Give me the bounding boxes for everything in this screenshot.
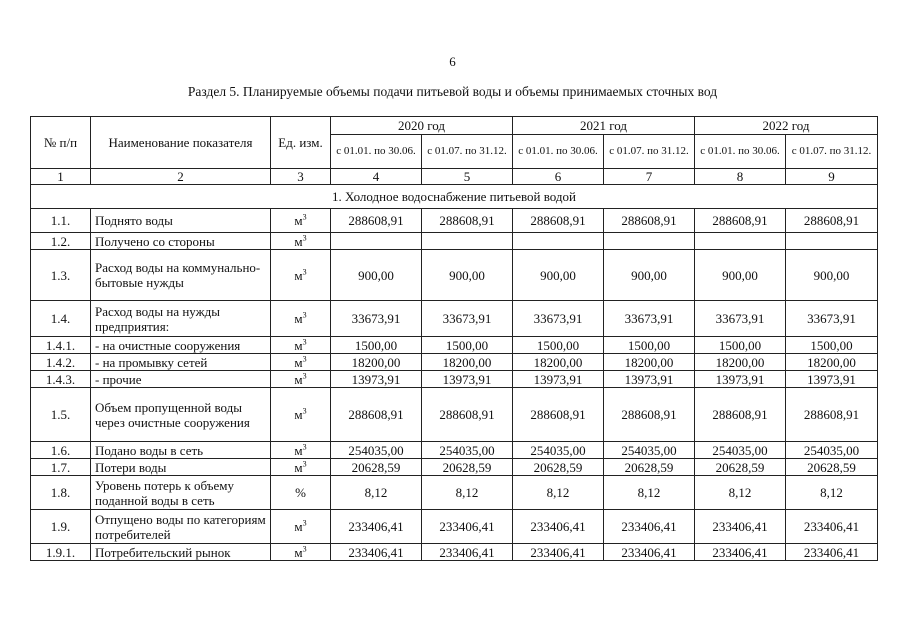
row-value: 254035,00 <box>513 442 604 459</box>
row-unit: $м^3$ <box>271 442 331 459</box>
row-value: 233406,41 <box>695 510 786 544</box>
row-value: 13973,91 <box>513 371 604 388</box>
row-unit: $м^3$ <box>271 250 331 301</box>
table-row <box>31 371 878 388</box>
row-value: 18200,00 <box>422 354 513 371</box>
row-value: 1500,00 <box>513 337 604 354</box>
row-name: Потери воды <box>91 459 271 476</box>
row-value: 254035,00 <box>331 442 422 459</box>
column-number: 4 <box>331 169 422 185</box>
row-value: 288608,91 <box>513 209 604 233</box>
row-num: 1.9.1. <box>31 544 91 561</box>
row-value: 20628,59 <box>786 459 878 476</box>
row-value: 900,00 <box>513 250 604 301</box>
row-num: 1.4.1. <box>31 337 91 354</box>
row-value: 233406,41 <box>786 544 878 561</box>
header-period: с 01.07. по 31.12. <box>604 135 695 169</box>
column-number: 9 <box>786 169 878 185</box>
row-name: Объем пропущенной воды через очистные сооружения <box>91 388 271 442</box>
row-value: 1500,00 <box>786 337 878 354</box>
row-value: 288608,91 <box>331 388 422 442</box>
row-value: 233406,41 <box>513 510 604 544</box>
row-value: 8,12 <box>695 476 786 510</box>
row-value: 233406,41 <box>331 544 422 561</box>
row-value: 20628,59 <box>513 459 604 476</box>
row-value: 233406,41 <box>422 544 513 561</box>
row-value: 288608,91 <box>422 388 513 442</box>
row-value: 13973,91 <box>786 371 878 388</box>
column-number: 3 <box>271 169 331 185</box>
row-value: 8,12 <box>422 476 513 510</box>
header-year-2021: 2021 год <box>513 117 695 135</box>
row-value: 13973,91 <box>331 371 422 388</box>
row-value: 33673,91 <box>331 301 422 337</box>
row-value: 288608,91 <box>786 209 878 233</box>
table-row <box>31 250 878 301</box>
page-number: 6 <box>449 54 456 69</box>
column-number: 6 <box>513 169 604 185</box>
table-row <box>31 476 878 510</box>
table-row <box>31 510 878 544</box>
row-value: 1500,00 <box>422 337 513 354</box>
row-unit: % <box>271 476 331 510</box>
row-value: 33673,91 <box>513 301 604 337</box>
row-value <box>695 233 786 250</box>
row-unit: $м^3$ <box>271 459 331 476</box>
row-num: 1.1. <box>31 209 91 233</box>
row-name: Уровень потерь к объему поданной воды в сеть <box>91 476 271 510</box>
row-value: 254035,00 <box>604 442 695 459</box>
row-num: 1.6. <box>31 442 91 459</box>
header-period: с 01.01. по 30.06. <box>331 135 422 169</box>
row-value: 18200,00 <box>604 354 695 371</box>
row-value: 13973,91 <box>695 371 786 388</box>
row-value: 18200,00 <box>331 354 422 371</box>
row-unit: $м^3$ <box>271 233 331 250</box>
header-period: с 01.07. по 31.12. <box>786 135 878 169</box>
row-value: 8,12 <box>786 476 878 510</box>
row-value <box>513 233 604 250</box>
row-value: 1500,00 <box>695 337 786 354</box>
row-value: 20628,59 <box>695 459 786 476</box>
row-value: 233406,41 <box>513 544 604 561</box>
row-num: 1.7. <box>31 459 91 476</box>
row-value: 254035,00 <box>786 442 878 459</box>
table-row <box>31 233 878 250</box>
row-value: 288608,91 <box>786 388 878 442</box>
row-unit: $м^3$ <box>271 301 331 337</box>
table-row <box>31 354 878 371</box>
row-value <box>604 233 695 250</box>
header-period: с 01.01. по 30.06. <box>513 135 604 169</box>
row-unit: $м^3$ <box>271 388 331 442</box>
section-title: 1. Холодное водоснабжение питьевой водой <box>31 185 878 209</box>
table-row <box>31 442 878 459</box>
row-num: 1.5. <box>31 388 91 442</box>
row-value: 18200,00 <box>695 354 786 371</box>
row-value: 254035,00 <box>422 442 513 459</box>
row-value: 8,12 <box>331 476 422 510</box>
row-name: Получено со стороны <box>91 233 271 250</box>
row-value: 900,00 <box>695 250 786 301</box>
column-number: 1 <box>31 169 91 185</box>
row-value: 288608,91 <box>604 209 695 233</box>
row-value: 900,00 <box>786 250 878 301</box>
row-unit: $м^3$ <box>271 544 331 561</box>
row-value: 288608,91 <box>695 388 786 442</box>
row-value <box>786 233 878 250</box>
row-value: 33673,91 <box>695 301 786 337</box>
row-value: 33673,91 <box>422 301 513 337</box>
row-value: 18200,00 <box>786 354 878 371</box>
row-name: Поднято воды <box>91 209 271 233</box>
table-row <box>31 301 878 337</box>
row-value: 900,00 <box>331 250 422 301</box>
row-value: 13973,91 <box>422 371 513 388</box>
row-unit: $м^3$ <box>271 354 331 371</box>
row-unit: $м^3$ <box>271 371 331 388</box>
header-year-2020: 2020 год <box>331 117 513 135</box>
row-name: Расход воды на коммунально-бытовые нужды <box>91 250 271 301</box>
row-value: 288608,91 <box>604 388 695 442</box>
row-name: - на промывку сетей <box>91 354 271 371</box>
row-value: 254035,00 <box>695 442 786 459</box>
table-row <box>31 459 878 476</box>
header-period: с 01.07. по 31.12. <box>422 135 513 169</box>
row-num: 1.2. <box>31 233 91 250</box>
row-value: 900,00 <box>604 250 695 301</box>
row-unit: $м^3$ <box>271 337 331 354</box>
table-row <box>31 337 878 354</box>
row-name: Подано воды в сеть <box>91 442 271 459</box>
water-volume-table <box>30 116 878 561</box>
row-value: 233406,41 <box>604 510 695 544</box>
row-value: 18200,00 <box>513 354 604 371</box>
row-num: 1.4.3. <box>31 371 91 388</box>
header-name: Наименование показателя <box>91 117 271 169</box>
column-number: 8 <box>695 169 786 185</box>
row-value: 900,00 <box>422 250 513 301</box>
row-value <box>422 233 513 250</box>
row-num: 1.3. <box>31 250 91 301</box>
header-year-2022: 2022 год <box>695 117 878 135</box>
row-value: 288608,91 <box>331 209 422 233</box>
row-unit: $м^3$ <box>271 209 331 233</box>
header-unit: Ед. изм. <box>271 117 331 169</box>
row-value: 233406,41 <box>786 510 878 544</box>
row-value: 33673,91 <box>604 301 695 337</box>
row-value: 13973,91 <box>604 371 695 388</box>
row-value: 288608,91 <box>513 388 604 442</box>
column-number: 5 <box>422 169 513 185</box>
header-num: № п/п <box>31 117 91 169</box>
row-value: 8,12 <box>604 476 695 510</box>
row-num: 1.8. <box>31 476 91 510</box>
row-value: 288608,91 <box>695 209 786 233</box>
row-name: Потребительский рынок <box>91 544 271 561</box>
row-name: - на очистные сооружения <box>91 337 271 354</box>
column-number: 2 <box>91 169 271 185</box>
row-value: 20628,59 <box>422 459 513 476</box>
row-num: 1.4. <box>31 301 91 337</box>
row-value: 8,12 <box>513 476 604 510</box>
column-number: 7 <box>604 169 695 185</box>
row-num: 1.9. <box>31 510 91 544</box>
row-name: - прочие <box>91 371 271 388</box>
row-name: Расход воды на нужды предприятия: <box>91 301 271 337</box>
table-row <box>31 544 878 561</box>
row-value: 20628,59 <box>331 459 422 476</box>
row-unit: $м^3$ <box>271 510 331 544</box>
row-value: 20628,59 <box>604 459 695 476</box>
row-num: 1.4.2. <box>31 354 91 371</box>
row-value: 288608,91 <box>422 209 513 233</box>
row-value: 233406,41 <box>331 510 422 544</box>
row-value: 233406,41 <box>695 544 786 561</box>
row-value: 1500,00 <box>604 337 695 354</box>
row-value: 233406,41 <box>422 510 513 544</box>
row-value <box>331 233 422 250</box>
row-value: 1500,00 <box>331 337 422 354</box>
row-value: 33673,91 <box>786 301 878 337</box>
header-period: с 01.01. по 30.06. <box>695 135 786 169</box>
table-row <box>31 388 878 442</box>
row-value: 233406,41 <box>604 544 695 561</box>
table-row <box>31 209 878 233</box>
row-name: Отпущено воды по категориям потребителей <box>91 510 271 544</box>
section-heading: Раздел 5. Планируемые объемы подачи питьевой воды и объемы принимаемых сточных вод <box>187 84 718 99</box>
